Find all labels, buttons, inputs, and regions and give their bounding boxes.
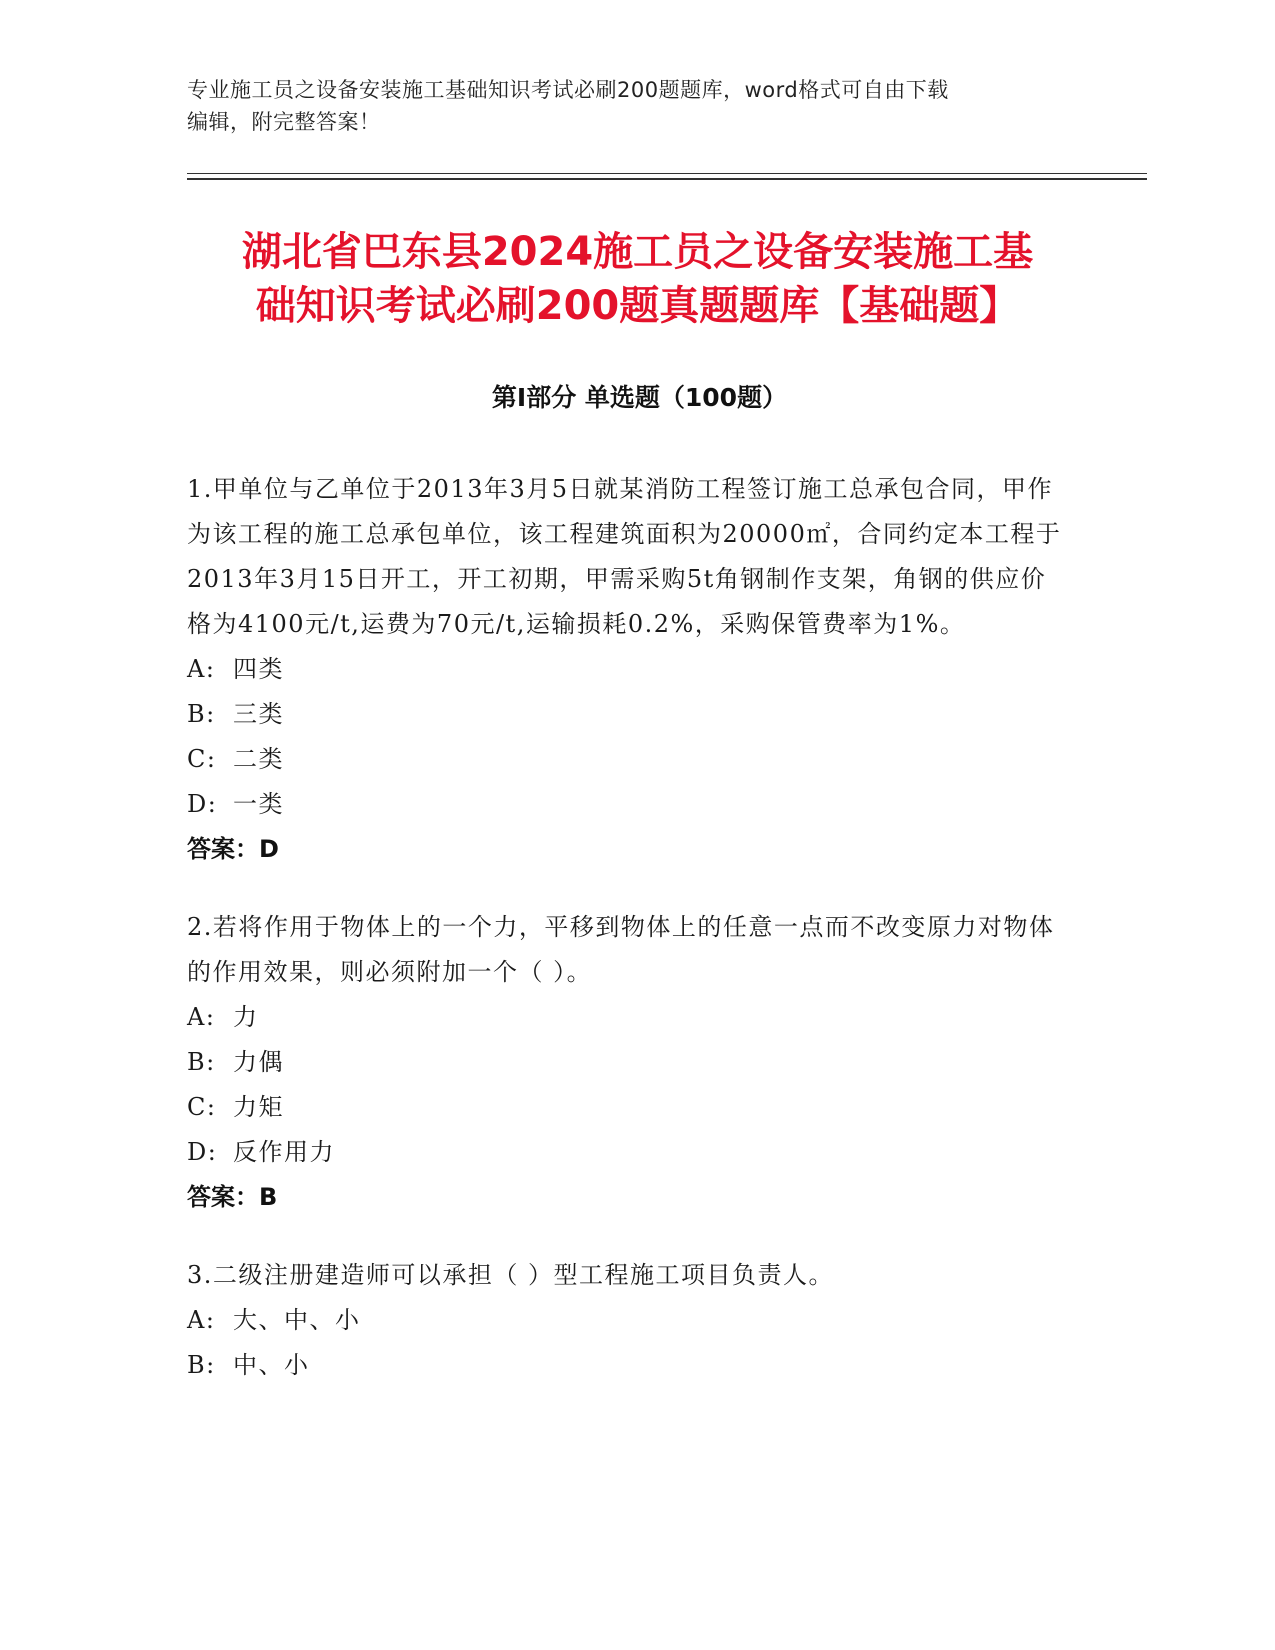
question-1 xyxy=(187,467,1067,872)
header-rule-bottom xyxy=(187,178,1147,180)
option-a xyxy=(187,995,1067,1040)
option-text: 力偶 xyxy=(233,1048,284,1076)
question-2 xyxy=(187,905,1067,1220)
answer: 答案：D xyxy=(187,835,279,863)
header-note-line-1: 专业施工员之设备安装施工基础知识考试必刷200题题库，word格式可自由下载 xyxy=(187,78,949,102)
question-stem: 2.若将作用于物体上的一个力，平移到物体上的任意一点而不改变原力对物体的作用效果，则必须附加一个（ ）。 xyxy=(187,913,1055,986)
option-letter: A: xyxy=(187,1306,216,1334)
option-d xyxy=(187,782,1067,827)
header-note-line-2: 编辑，附完整答案！ xyxy=(187,110,381,134)
option-text: 反作用力 xyxy=(233,1138,335,1166)
option-text: 一类 xyxy=(233,790,284,818)
question-stem: 3.二级注册建造师可以承担（ ）型工程施工项目负责人。 xyxy=(187,1261,835,1289)
option-letter: A: xyxy=(187,655,216,683)
option-b xyxy=(187,692,1067,737)
option-letter: A: xyxy=(187,1003,216,1031)
option-letter: D: xyxy=(187,790,218,818)
header-note xyxy=(187,74,1087,138)
option-c xyxy=(187,1085,1067,1130)
section-title: 第Ⅰ部分 单选题（100题） xyxy=(491,383,788,412)
option-a xyxy=(187,1298,1067,1343)
option-text: 二类 xyxy=(233,745,284,773)
option-a xyxy=(187,647,1067,692)
option-letter: D: xyxy=(187,1138,218,1166)
document-title xyxy=(185,225,1090,333)
option-text: 四类 xyxy=(233,655,284,683)
question-stem: 1.甲单位与乙单位于2013年3月5日就某消防工程签订施工总承包合同，甲作为该工程的施工总承包单位，该工程建筑面积为20000㎡，合同约定本工程于2013年3月15日开工，开工初期，甲需采购5t角钢制作支架，角钢的供应价格为4100元/t,运费为70元/t,运输损耗0.2%，采购保管费率为1%。 xyxy=(187,475,1062,638)
question-list xyxy=(187,467,1067,1421)
option-letter: B: xyxy=(187,1048,216,1076)
option-text: 力矩 xyxy=(233,1093,284,1121)
option-text: 力 xyxy=(233,1003,259,1031)
answer: 答案：B xyxy=(187,1183,278,1211)
option-letter: B: xyxy=(187,700,216,728)
option-letter: C: xyxy=(187,745,217,773)
option-text: 三类 xyxy=(233,700,284,728)
title-line-2: 础知识考试必刷200题真题题库【基础题】 xyxy=(255,283,1020,329)
option-b xyxy=(187,1343,1067,1388)
option-text: 大、中、小 xyxy=(233,1306,361,1334)
option-c xyxy=(187,737,1067,782)
question-3 xyxy=(187,1253,1067,1388)
option-letter: C: xyxy=(187,1093,217,1121)
header-rule-top xyxy=(187,173,1147,174)
title-line-1: 湖北省巴东县2024施工员之设备安装施工基 xyxy=(241,229,1034,275)
option-text: 中、小 xyxy=(233,1351,310,1379)
option-letter: B: xyxy=(187,1351,216,1379)
option-b xyxy=(187,1040,1067,1085)
option-d xyxy=(187,1130,1067,1175)
